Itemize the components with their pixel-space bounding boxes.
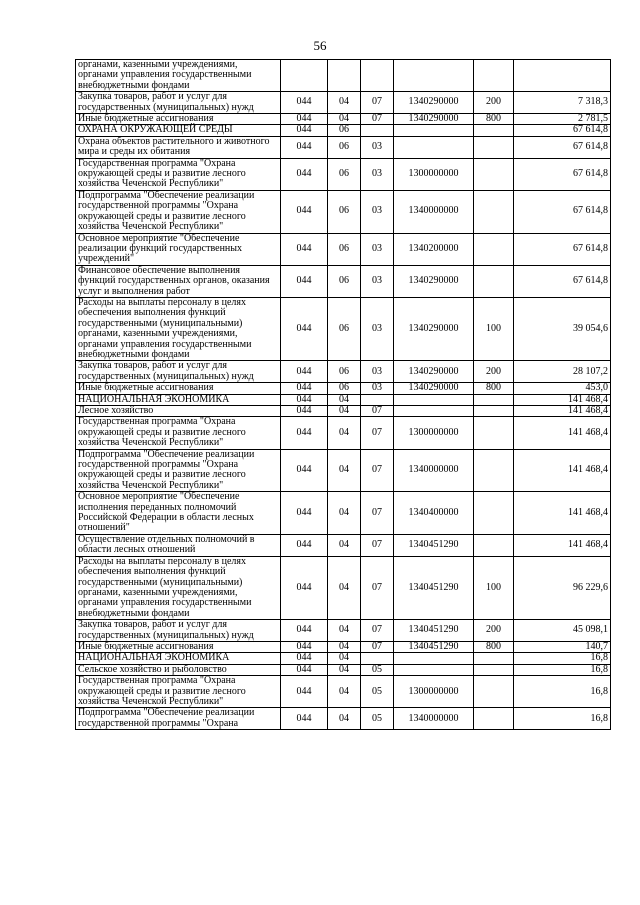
item-name-cell: Подпрограмма "Обеспечение реализации государственной программы "Охрана окружающей среды и развитие лесного хозяйства Чеченской Республики": [76, 449, 281, 492]
item-name-cell: Сельское хозяйство и рыболовство: [76, 664, 281, 675]
item-name-cell: органами, казенными учреждениями, органами управления государственными внебюджетными фондами: [76, 60, 281, 92]
item-name-cell: Закупка товаров, работ и услуг для государственных (муниципальных) нужд: [76, 620, 281, 642]
section-code-cell: 04: [328, 708, 361, 730]
subsection-code-cell: 05: [361, 676, 394, 708]
amount-cell: 96 229,6: [514, 556, 611, 619]
table-row: [76, 394, 611, 405]
ved-code-cell: 044: [281, 361, 328, 383]
expense-type-cell: [474, 653, 514, 664]
item-name-cell: Расходы на выплаты персоналу в целях обеспечения выполнения функций государственными (муниципальными) органами, казенными учреждениями, органами управления государственными внебюджетными фондами: [76, 556, 281, 619]
target-article-cell: 1340451290: [394, 556, 474, 619]
target-article-cell: 1300000000: [394, 676, 474, 708]
ved-code-cell: 044: [281, 136, 328, 158]
target-article-cell: 1340200000: [394, 233, 474, 265]
ved-code-cell: 044: [281, 125, 328, 136]
target-article-cell: 1300000000: [394, 158, 474, 190]
section-code-cell: 06: [328, 361, 361, 383]
section-code-cell: 04: [328, 417, 361, 449]
item-name-cell: Государственная программа "Охрана окружающей среды и развитие лесного хозяйства Чеченской Республики": [76, 676, 281, 708]
subsection-code-cell: 07: [361, 449, 394, 492]
subsection-code-cell: 07: [361, 92, 394, 114]
subsection-code-cell: [361, 125, 394, 136]
item-name-cell: Осуществление отдельных полномочий в области лесных отношений: [76, 534, 281, 556]
table-row: [76, 556, 611, 619]
section-code-cell: 04: [328, 556, 361, 619]
expense-type-cell: [474, 664, 514, 675]
amount-cell: 141 468,4: [514, 417, 611, 449]
target-article-cell: [394, 406, 474, 417]
expense-type-cell: 100: [474, 556, 514, 619]
section-code-cell: 04: [328, 620, 361, 642]
section-code-cell: 04: [328, 394, 361, 405]
amount-cell: 67 614,8: [514, 125, 611, 136]
amount-cell: 67 614,8: [514, 136, 611, 158]
expense-type-cell: 800: [474, 641, 514, 652]
section-code-cell: 06: [328, 383, 361, 394]
item-name-cell: Финансовое обеспечение выполнения функций государственных органов, оказания услуг и выполнения работ: [76, 265, 281, 297]
table-row: [76, 190, 611, 233]
item-name-cell: Охрана объектов растительного и животного мира и среды их обитания: [76, 136, 281, 158]
item-name-cell: Расходы на выплаты персоналу в целях обеспечения выполнения функций государственными (муниципальными) органами, казенными учреждениями, органами управления государственными внебюджетными фондами: [76, 297, 281, 360]
ved-code-cell: 044: [281, 676, 328, 708]
table-row: [76, 383, 611, 394]
target-article-cell: 1340290000: [394, 297, 474, 360]
section-code-cell: 04: [328, 114, 361, 125]
amount-cell: 67 614,8: [514, 190, 611, 233]
expense-type-cell: [474, 676, 514, 708]
table-row: [76, 653, 611, 664]
expense-type-cell: [474, 394, 514, 405]
amount-cell: 16,8: [514, 653, 611, 664]
target-article-cell: 1340290000: [394, 92, 474, 114]
section-code-cell: 06: [328, 136, 361, 158]
ved-code-cell: 044: [281, 114, 328, 125]
table-row: [76, 92, 611, 114]
ved-code-cell: 044: [281, 265, 328, 297]
ved-code-cell: 044: [281, 492, 328, 535]
table-row: [76, 297, 611, 360]
section-code-cell: 04: [328, 492, 361, 535]
target-article-cell: 1340000000: [394, 190, 474, 233]
subsection-code-cell: 07: [361, 620, 394, 642]
ved-code-cell: 044: [281, 449, 328, 492]
subsection-code-cell: 07: [361, 534, 394, 556]
expense-type-cell: [474, 406, 514, 417]
table-row: [76, 125, 611, 136]
target-article-cell: 1340000000: [394, 449, 474, 492]
section-code-cell: 06: [328, 190, 361, 233]
amount-cell: 39 054,6: [514, 297, 611, 360]
target-article-cell: 1340290000: [394, 383, 474, 394]
ved-code-cell: 044: [281, 297, 328, 360]
ved-code-cell: 044: [281, 406, 328, 417]
ved-code-cell: 044: [281, 417, 328, 449]
target-article-cell: [394, 394, 474, 405]
expense-type-cell: [474, 190, 514, 233]
section-code-cell: 06: [328, 125, 361, 136]
ved-code-cell: 044: [281, 641, 328, 652]
subsection-code-cell: 03: [361, 190, 394, 233]
table-row: [76, 361, 611, 383]
table-row: [76, 406, 611, 417]
section-code-cell: 04: [328, 406, 361, 417]
target-article-cell: 1340451290: [394, 534, 474, 556]
item-name-cell: Государственная программа "Охрана окружающей среды и развитие лесного хозяйства Чеченской Республики": [76, 158, 281, 190]
section-code-cell: 04: [328, 664, 361, 675]
expense-type-cell: [474, 265, 514, 297]
expense-type-cell: [474, 60, 514, 92]
target-article-cell: 1340400000: [394, 492, 474, 535]
amount-cell: 2 781,5: [514, 114, 611, 125]
amount-cell: 141 468,4: [514, 534, 611, 556]
target-article-cell: 1340290000: [394, 361, 474, 383]
subsection-code-cell: 07: [361, 417, 394, 449]
subsection-code-cell: 07: [361, 556, 394, 619]
item-name-cell: Иные бюджетные ассигнования: [76, 383, 281, 394]
amount-cell: 16,8: [514, 676, 611, 708]
ved-code-cell: 044: [281, 620, 328, 642]
budget-table-body: [76, 60, 611, 730]
amount-cell: 67 614,8: [514, 265, 611, 297]
item-name-cell: Основное мероприятие "Обеспечение исполнения переданных полномочий Российской Федерации в области лесных отношений": [76, 492, 281, 535]
item-name-cell: Иные бюджетные ассигнования: [76, 641, 281, 652]
table-row: [76, 676, 611, 708]
expense-type-cell: 800: [474, 114, 514, 125]
section-code-cell: 06: [328, 297, 361, 360]
amount-cell: 141 468,4: [514, 492, 611, 535]
ved-code-cell: 044: [281, 383, 328, 394]
ved-code-cell: 044: [281, 233, 328, 265]
table-row: [76, 664, 611, 675]
amount-cell: 141 468,4: [514, 449, 611, 492]
target-article-cell: [394, 60, 474, 92]
target-article-cell: 1340290000: [394, 114, 474, 125]
section-code-cell: 06: [328, 265, 361, 297]
subsection-code-cell: 03: [361, 233, 394, 265]
amount-cell: 141 468,4: [514, 406, 611, 417]
expense-type-cell: [474, 136, 514, 158]
ved-code-cell: 044: [281, 92, 328, 114]
target-article-cell: 1340451290: [394, 641, 474, 652]
expense-type-cell: [474, 417, 514, 449]
table-row: [76, 641, 611, 652]
amount-cell: [514, 60, 611, 92]
item-name-cell: НАЦИОНАЛЬНАЯ ЭКОНОМИКА: [76, 394, 281, 405]
expense-type-cell: 200: [474, 620, 514, 642]
expense-type-cell: 800: [474, 383, 514, 394]
amount-cell: 67 614,8: [514, 158, 611, 190]
amount-cell: 67 614,8: [514, 233, 611, 265]
expense-type-cell: [474, 534, 514, 556]
expense-type-cell: 200: [474, 361, 514, 383]
subsection-code-cell: 07: [361, 406, 394, 417]
target-article-cell: [394, 653, 474, 664]
amount-cell: 28 107,2: [514, 361, 611, 383]
section-code-cell: 06: [328, 233, 361, 265]
expense-type-cell: 200: [474, 92, 514, 114]
budget-table: [75, 59, 611, 730]
subsection-code-cell: 03: [361, 136, 394, 158]
ved-code-cell: 044: [281, 556, 328, 619]
table-row: [76, 136, 611, 158]
item-name-cell: Закупка товаров, работ и услуг для государственных (муниципальных) нужд: [76, 92, 281, 114]
table-row: [76, 708, 611, 730]
table-row: [76, 158, 611, 190]
subsection-code-cell: 03: [361, 265, 394, 297]
amount-cell: 141 468,4: [514, 394, 611, 405]
table-row: [76, 449, 611, 492]
ved-code-cell: [281, 60, 328, 92]
amount-cell: 16,8: [514, 664, 611, 675]
subsection-code-cell: [361, 653, 394, 664]
target-article-cell: [394, 664, 474, 675]
amount-cell: 7 318,3: [514, 92, 611, 114]
subsection-code-cell: 05: [361, 708, 394, 730]
table-row: [76, 60, 611, 92]
item-name-cell: Закупка товаров, работ и услуг для государственных (муниципальных) нужд: [76, 361, 281, 383]
subsection-code-cell: [361, 60, 394, 92]
subsection-code-cell: 07: [361, 492, 394, 535]
expense-type-cell: [474, 449, 514, 492]
amount-cell: 45 098,1: [514, 620, 611, 642]
table-row: [76, 265, 611, 297]
expense-type-cell: [474, 492, 514, 535]
ved-code-cell: 044: [281, 664, 328, 675]
item-name-cell: НАЦИОНАЛЬНАЯ ЭКОНОМИКА: [76, 653, 281, 664]
ved-code-cell: 044: [281, 190, 328, 233]
page-number: 56: [313, 38, 327, 53]
expense-type-cell: [474, 233, 514, 265]
subsection-code-cell: 03: [361, 361, 394, 383]
section-code-cell: [328, 60, 361, 92]
item-name-cell: Иные бюджетные ассигнования: [76, 114, 281, 125]
ved-code-cell: 044: [281, 394, 328, 405]
item-name-cell: Государственная программа "Охрана окружающей среды и развитие лесного хозяйства Чеченской Республики": [76, 417, 281, 449]
item-name-cell: Основное мероприятие "Обеспечение реализации функций государственных учреждений": [76, 233, 281, 265]
amount-cell: 140,7: [514, 641, 611, 652]
expense-type-cell: 100: [474, 297, 514, 360]
target-article-cell: 1340451290: [394, 620, 474, 642]
item-name-cell: ОХРАНА ОКРУЖАЮЩЕЙ СРЕДЫ: [76, 125, 281, 136]
target-article-cell: 1300000000: [394, 417, 474, 449]
section-code-cell: 04: [328, 92, 361, 114]
amount-cell: 453,0: [514, 383, 611, 394]
table-row: [76, 534, 611, 556]
subsection-code-cell: 03: [361, 158, 394, 190]
ved-code-cell: 044: [281, 653, 328, 664]
table-row: [76, 417, 611, 449]
table-row: [76, 620, 611, 642]
ved-code-cell: 044: [281, 158, 328, 190]
expense-type-cell: [474, 125, 514, 136]
subsection-code-cell: 07: [361, 114, 394, 125]
subsection-code-cell: 03: [361, 297, 394, 360]
section-code-cell: 04: [328, 641, 361, 652]
ved-code-cell: 044: [281, 708, 328, 730]
item-name-cell: Подпрограмма "Обеспечение реализации государственной программы "Охрана: [76, 708, 281, 730]
amount-cell: 16,8: [514, 708, 611, 730]
section-code-cell: 04: [328, 653, 361, 664]
table-row: [76, 492, 611, 535]
section-code-cell: 04: [328, 449, 361, 492]
expense-type-cell: [474, 708, 514, 730]
subsection-code-cell: 07: [361, 641, 394, 652]
section-code-cell: 04: [328, 676, 361, 708]
subsection-code-cell: [361, 394, 394, 405]
target-article-cell: [394, 136, 474, 158]
ved-code-cell: 044: [281, 534, 328, 556]
target-article-cell: 1340000000: [394, 708, 474, 730]
target-article-cell: 1340290000: [394, 265, 474, 297]
subsection-code-cell: 05: [361, 664, 394, 675]
expense-type-cell: [474, 158, 514, 190]
section-code-cell: 06: [328, 158, 361, 190]
table-row: [76, 233, 611, 265]
section-code-cell: 04: [328, 534, 361, 556]
item-name-cell: Подпрограмма "Обеспечение реализации государственной программы "Охрана окружающей среды и развитие лесного хозяйства Чеченской Республики": [76, 190, 281, 233]
subsection-code-cell: 03: [361, 383, 394, 394]
item-name-cell: Лесное хозяйство: [76, 406, 281, 417]
target-article-cell: [394, 125, 474, 136]
